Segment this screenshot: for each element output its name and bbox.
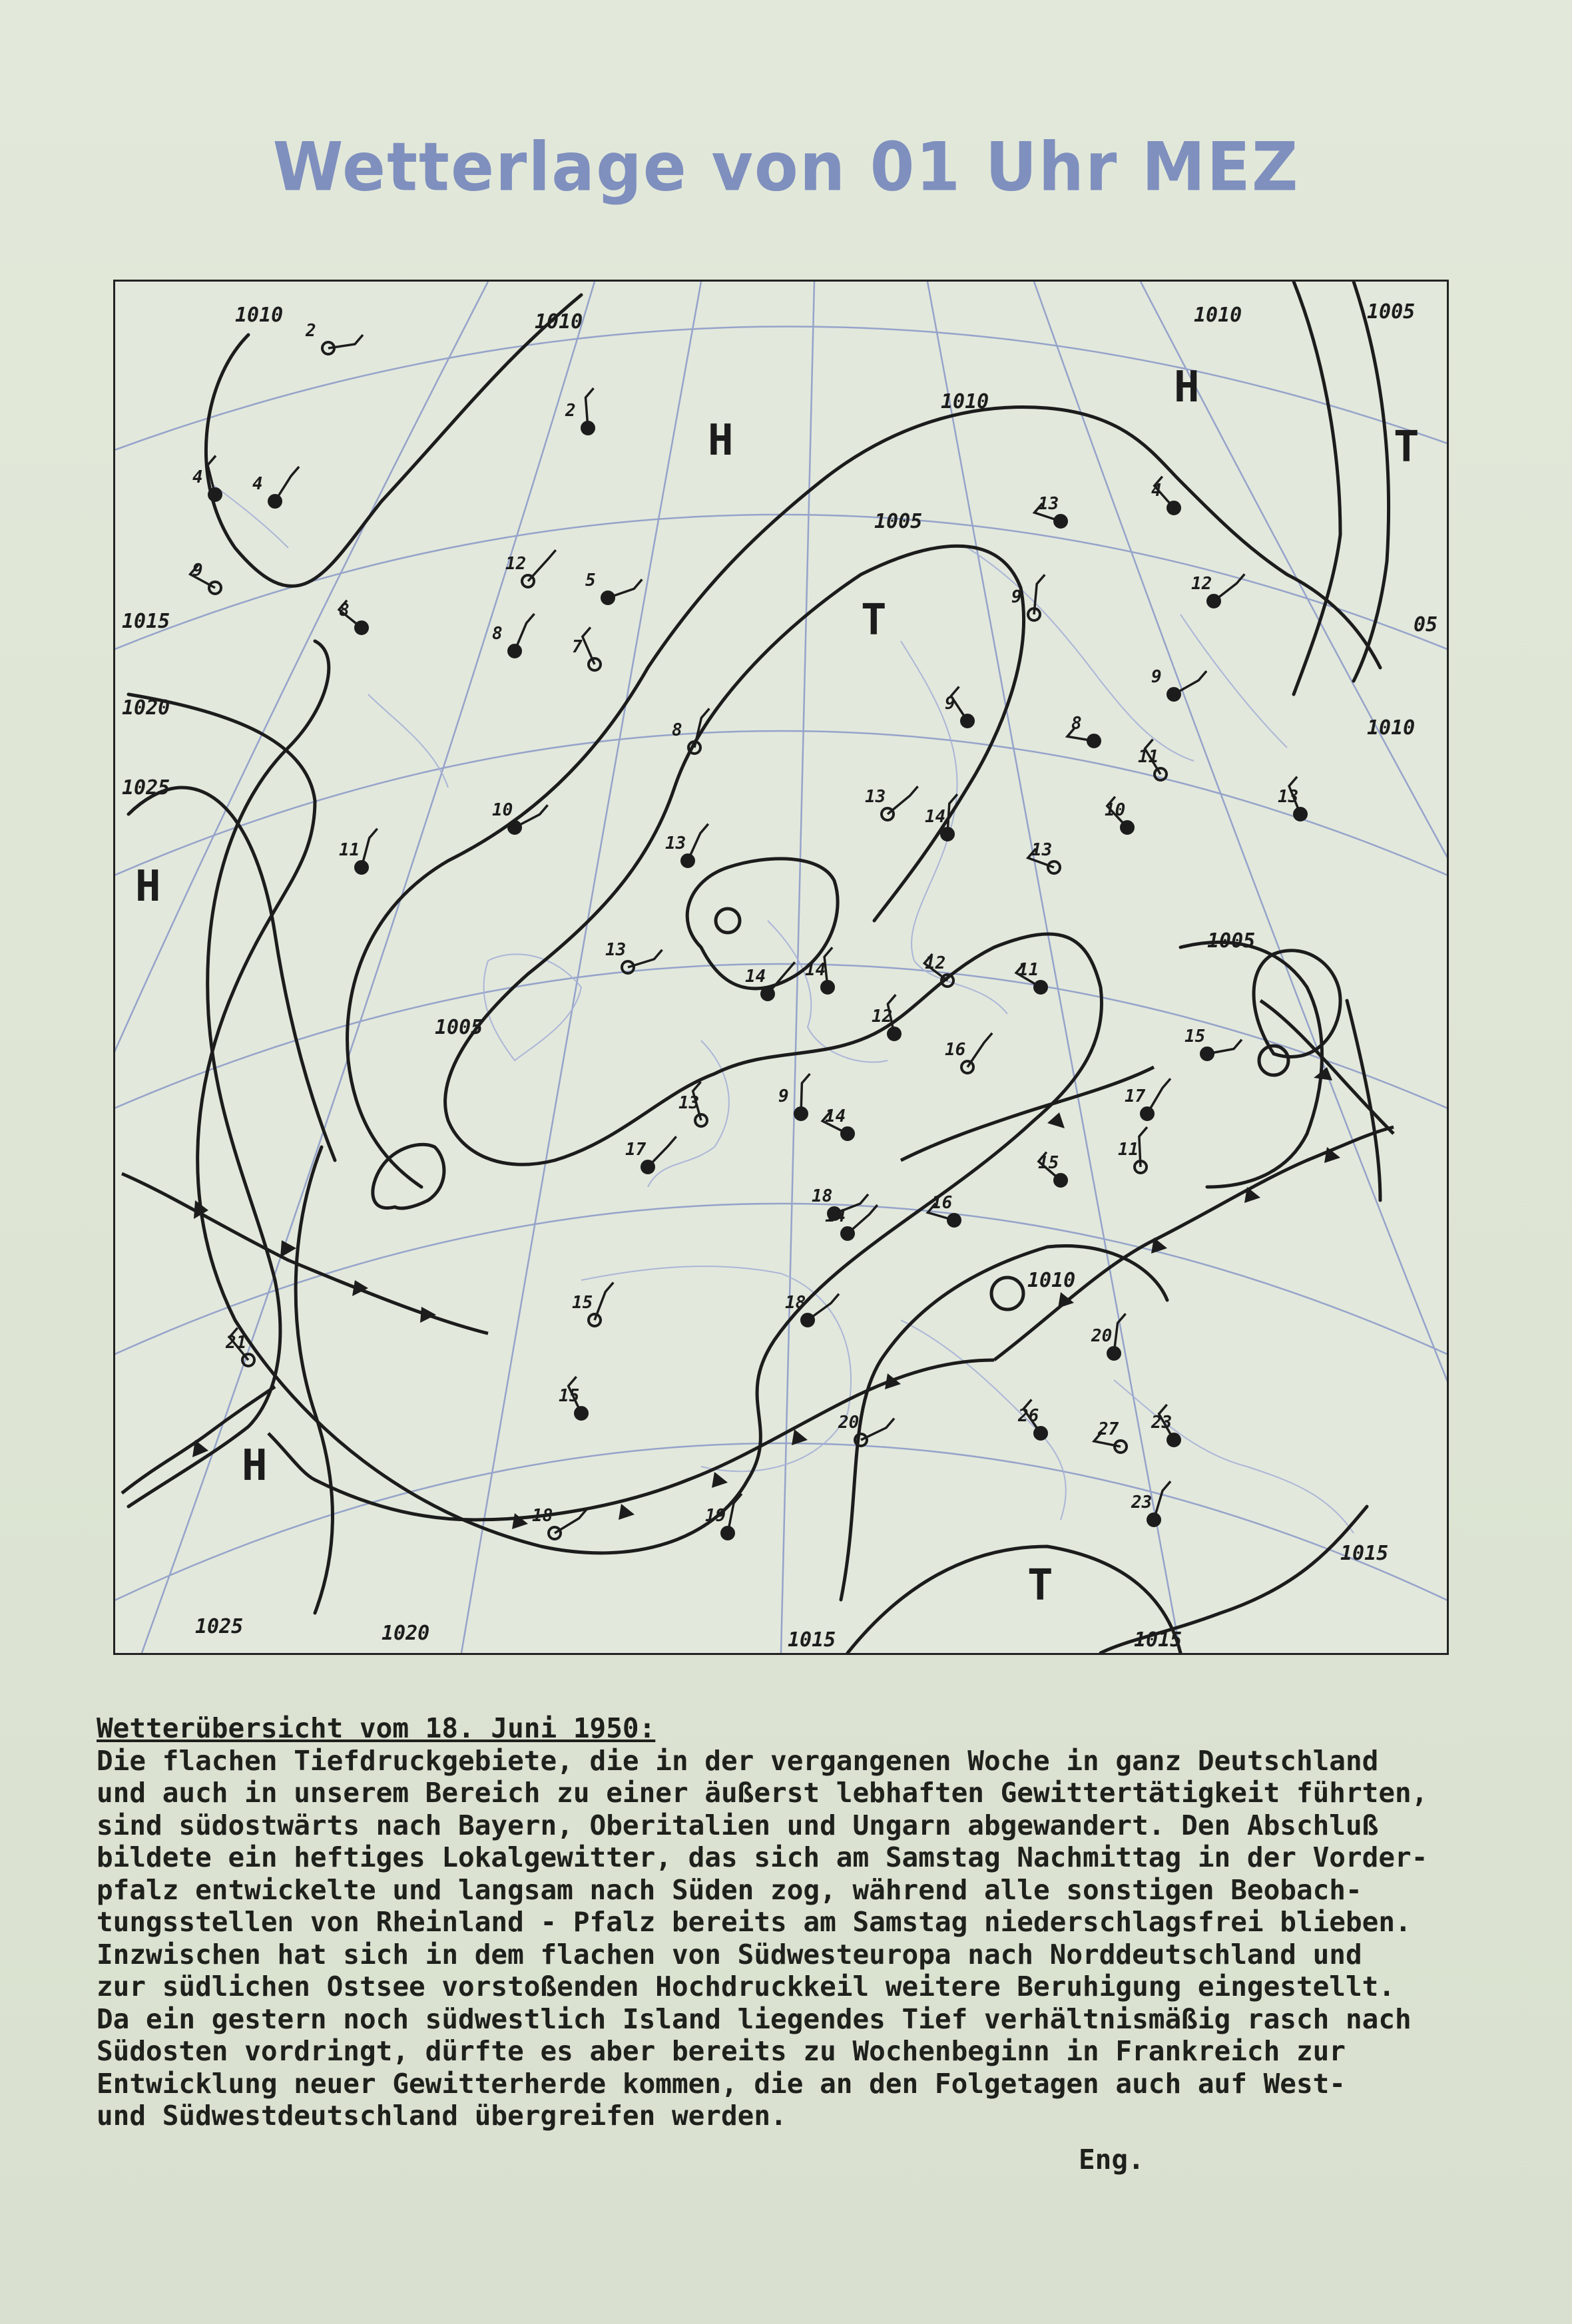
- station-circle: [582, 422, 594, 434]
- station-temperature: 8: [339, 600, 350, 620]
- station-temperature: 8: [672, 720, 682, 740]
- station-marker: [585, 571, 642, 604]
- isobar-label: 1015: [122, 610, 170, 633]
- isobar-label: 1015: [1134, 1628, 1182, 1652]
- station-marker: [1151, 477, 1180, 514]
- station-circle: [356, 861, 368, 873]
- station-marker: [1016, 960, 1047, 993]
- station-temperature: 12: [872, 1007, 893, 1027]
- station-temperature: 11: [1118, 1140, 1139, 1160]
- station-marker: [492, 614, 535, 657]
- station-temperature: 4: [1151, 481, 1162, 501]
- station-temperature: 13: [865, 787, 886, 807]
- station-marker: [559, 1377, 587, 1419]
- station-temperature: 15: [1038, 1153, 1059, 1173]
- station-marker: [190, 561, 221, 594]
- isobar-label: 1015: [788, 1628, 836, 1652]
- low-center-symbol: [991, 1278, 1023, 1309]
- station-circle: [948, 1214, 960, 1226]
- station-marker: [339, 829, 378, 873]
- station-marker: [1017, 1399, 1047, 1439]
- station-marker: [605, 940, 662, 973]
- isobar-label: 1010: [235, 304, 284, 327]
- station-circle: [1148, 1514, 1160, 1526]
- station-temperature: 2: [565, 401, 576, 421]
- station-circle: [941, 828, 953, 840]
- report-line: zur südlichen Ostsee vorstoßenden Hochdruckkeil weitere Beruhigung eingestellt.: [97, 1971, 1396, 2002]
- station-circle: [802, 1314, 814, 1326]
- station-marker: [1151, 1405, 1180, 1446]
- report-line: und auch in unserem Bereich zu einer äußerst lebhaften Gewittertätigkeit führten,: [97, 1777, 1428, 1809]
- station-marker: [1091, 1313, 1126, 1359]
- station-temperature: 27: [1098, 1419, 1119, 1439]
- station-circle: [961, 715, 973, 727]
- station-circle: [1108, 1347, 1120, 1359]
- station-temperature: 13: [1278, 787, 1299, 807]
- station-temperature: 8: [1071, 714, 1082, 734]
- station-marker: [1067, 714, 1100, 747]
- report-line: Inzwischen hat sich in dem flachen von Südwesteuropa nach Norddeutschland und: [97, 1938, 1362, 1971]
- isobar-label: 1020: [122, 696, 170, 720]
- station-circle: [575, 1407, 587, 1419]
- station-circle: [1201, 1048, 1213, 1060]
- station-marker: [1278, 777, 1306, 820]
- report-line: Entwicklung neuer Gewitterherde kommen, die an den Folgetagen auch auf West-: [97, 2067, 1346, 2100]
- station-temperature: 9: [1011, 587, 1022, 607]
- pressure-centers: [135, 363, 1420, 1610]
- station-temperature: 10: [492, 800, 513, 820]
- station-temperature: 13: [665, 833, 686, 853]
- isobar-label: 05: [1414, 613, 1438, 636]
- station-marker: [945, 686, 973, 727]
- station-marker: [838, 1413, 894, 1446]
- station-marker: [1038, 1152, 1067, 1186]
- station-marker: [1035, 494, 1067, 527]
- isobar-label: 1010: [535, 310, 583, 334]
- station-marker: [305, 321, 363, 354]
- station-temperature: 9: [778, 1086, 789, 1106]
- station-temperature: 17: [625, 1140, 647, 1160]
- low-pressure-letter: T: [861, 596, 887, 645]
- station-marker: [825, 1205, 878, 1240]
- station-temperature: 16: [931, 1193, 953, 1213]
- station-marker: [1191, 574, 1244, 607]
- station-marker: [1151, 667, 1206, 700]
- stations: [190, 321, 1306, 1539]
- station-temperature: 23: [1151, 1413, 1173, 1433]
- station-marker: [705, 1494, 742, 1539]
- station-circle: [1294, 808, 1306, 820]
- report-line: bildete ein heftiges Lokalgewitter, das sich am Samstag Nachmittag in der Vorder-: [97, 1841, 1428, 1873]
- station-temperature: 12: [1191, 574, 1212, 594]
- page-title: Wetterlage von 01 Uhr MEZ: [272, 128, 1300, 206]
- station-circle: [842, 1228, 854, 1240]
- station-temperature: 15: [559, 1386, 580, 1406]
- station-marker: [822, 1106, 854, 1140]
- low-center-symbol: [716, 909, 740, 933]
- station-temperature: 13: [1031, 840, 1053, 860]
- station-marker: [1125, 1078, 1171, 1120]
- isobar-label: 1025: [122, 776, 170, 800]
- station-circle: [842, 1128, 854, 1140]
- station-temperature: 23: [1131, 1493, 1153, 1512]
- station-marker: [505, 550, 556, 587]
- station-temperature: 12: [925, 953, 946, 973]
- station-temperature: 14: [825, 1106, 846, 1126]
- station-temperature: 14: [805, 960, 826, 980]
- station-circle: [209, 489, 221, 501]
- station-circle: [1168, 1434, 1180, 1446]
- station-temperature: 8: [492, 624, 503, 644]
- isobar-label: 1010: [941, 390, 989, 413]
- station-temperature: 16: [945, 1040, 966, 1060]
- station-marker: [1094, 1419, 1127, 1453]
- station-circle: [1121, 821, 1133, 833]
- fronts: [122, 1001, 1394, 1520]
- station-marker: [925, 794, 957, 840]
- station-circle: [509, 821, 521, 833]
- graticule: [115, 282, 1447, 1653]
- station-temperature: 14: [925, 807, 946, 827]
- high-pressure-letter: H: [135, 862, 161, 911]
- isobar-label: 1020: [382, 1622, 430, 1645]
- isobar-label: 1010: [1367, 716, 1416, 740]
- station-temperature: 26: [1018, 1406, 1039, 1426]
- report-line: Die flachen Tiefdruckgebiete, die in der vergangenen Woche in ganz Deutschland: [97, 1744, 1379, 1777]
- low-pressure-letter: T: [1394, 423, 1420, 472]
- high-pressure-letter: H: [242, 1441, 268, 1491]
- station-temperature: 9: [945, 694, 955, 714]
- station-temperature: 20: [1091, 1326, 1113, 1346]
- station-temperature: 18: [785, 1293, 806, 1313]
- station-circle: [762, 988, 774, 1000]
- report-line: sind südostwärts nach Bayern, Oberitalien und Ungarn abgewandert. Den Abschluß: [97, 1809, 1379, 1841]
- station-temperature: 15: [1184, 1027, 1206, 1046]
- report-line: und Südwestdeutschland übergreifen werden.: [97, 2100, 787, 2132]
- report-line: Südosten vordringt, dürfte es aber bereits zu Wochenbeginn in Frankreich zur: [97, 2035, 1346, 2067]
- station-circle: [356, 622, 368, 634]
- station-temperature: 11: [339, 840, 360, 860]
- low-pressure-letter: T: [1027, 1561, 1053, 1610]
- weather-map-canvas: [115, 282, 1447, 1653]
- signature: Eng.: [1079, 2144, 1145, 2176]
- station-circle: [1141, 1108, 1153, 1120]
- isobar-label: 1025: [195, 1615, 244, 1638]
- high-pressure-letter: H: [708, 416, 734, 465]
- station-temperature: 7: [572, 637, 583, 657]
- station-temperature: 19: [705, 1506, 726, 1526]
- report-line: Da ein gestern noch südwestlich Island liegendes Tief verhältnismäßig rasch nach: [97, 2002, 1412, 2035]
- station-circle: [1035, 981, 1047, 993]
- station-temperature: 20: [838, 1413, 860, 1433]
- station-circle: [269, 495, 281, 507]
- station-temperature: 12: [505, 554, 527, 574]
- station-marker: [1184, 1027, 1242, 1060]
- station-marker: [572, 1282, 613, 1326]
- station-circle: [509, 645, 521, 657]
- station-circle: [602, 592, 614, 604]
- station-temperature: 5: [585, 571, 596, 590]
- station-marker: [865, 786, 918, 820]
- station-marker: [339, 600, 368, 634]
- station-marker: [565, 388, 594, 434]
- isobar-label: 1010: [1194, 304, 1242, 327]
- station-temperature: 11: [1018, 960, 1039, 980]
- station-circle: [1035, 1427, 1047, 1439]
- station-temperature: 9: [1151, 667, 1162, 687]
- isobar-label: 1005: [874, 510, 923, 533]
- station-marker: [665, 824, 708, 867]
- station-circle: [1055, 1174, 1067, 1186]
- station-circle: [682, 855, 694, 867]
- isobar-label: 1005: [1367, 300, 1416, 324]
- station-circle: [1208, 595, 1220, 607]
- weather-report: [97, 1712, 1481, 2132]
- isobar-label: 1005: [1207, 929, 1256, 953]
- station-marker: [252, 467, 299, 507]
- station-temperature: 21: [226, 1333, 247, 1353]
- isobar-label: 1005: [435, 1016, 483, 1039]
- station-circle: [642, 1161, 654, 1173]
- weather-map: [113, 280, 1449, 1655]
- station-marker: [1105, 797, 1133, 833]
- station-temperature: 11: [1138, 747, 1159, 767]
- station-temperature: 9: [192, 561, 203, 581]
- station-marker: [572, 627, 601, 670]
- isobar-labels: [122, 300, 1438, 1652]
- station-temperature: 2: [306, 321, 316, 341]
- station-temperature: 13: [678, 1093, 700, 1113]
- station-marker: [1028, 840, 1060, 873]
- station-circle: [722, 1527, 734, 1539]
- station-temperature: 4: [192, 467, 203, 487]
- station-temperature: 18: [812, 1186, 833, 1206]
- isobar-label: 1015: [1340, 1542, 1389, 1565]
- station-circle: [822, 981, 834, 993]
- low-center-symbol: [1259, 1046, 1288, 1075]
- station-circle: [1168, 502, 1180, 514]
- station-temperature: 15: [572, 1293, 593, 1313]
- station-temperature: 14: [745, 967, 766, 987]
- report-heading: Wetterübersicht vom 18. Juni 1950:: [97, 1712, 656, 1744]
- station-temperature: 13: [605, 940, 627, 960]
- station-temperature: 17: [1125, 1086, 1146, 1106]
- report-line: pfalz entwickelte und langsam nach Süden zog, während alle sonstigen Beobach-: [97, 1873, 1362, 1906]
- station-marker: [1118, 1127, 1147, 1173]
- station-circle: [888, 1028, 900, 1040]
- station-temperature: 10: [1105, 800, 1126, 820]
- station-circle: [795, 1108, 807, 1120]
- station-circle: [1168, 688, 1180, 700]
- high-pressure-letter: H: [1174, 363, 1200, 412]
- station-temperature: 18: [532, 1506, 553, 1526]
- station-circle: [1088, 735, 1100, 747]
- station-temperature: 13: [1038, 494, 1059, 514]
- station-circle: [1055, 515, 1067, 527]
- station-temperature: 4: [252, 474, 263, 494]
- isobar-label: 1010: [1027, 1269, 1076, 1292]
- report-line: tungsstellen von Rheinland - Pfalz bereits am Samstag niederschlagsfrei blieben.: [97, 1906, 1412, 1938]
- station-temperature: 14: [825, 1206, 846, 1226]
- station-marker: [927, 1193, 960, 1226]
- station-marker: [945, 1033, 992, 1073]
